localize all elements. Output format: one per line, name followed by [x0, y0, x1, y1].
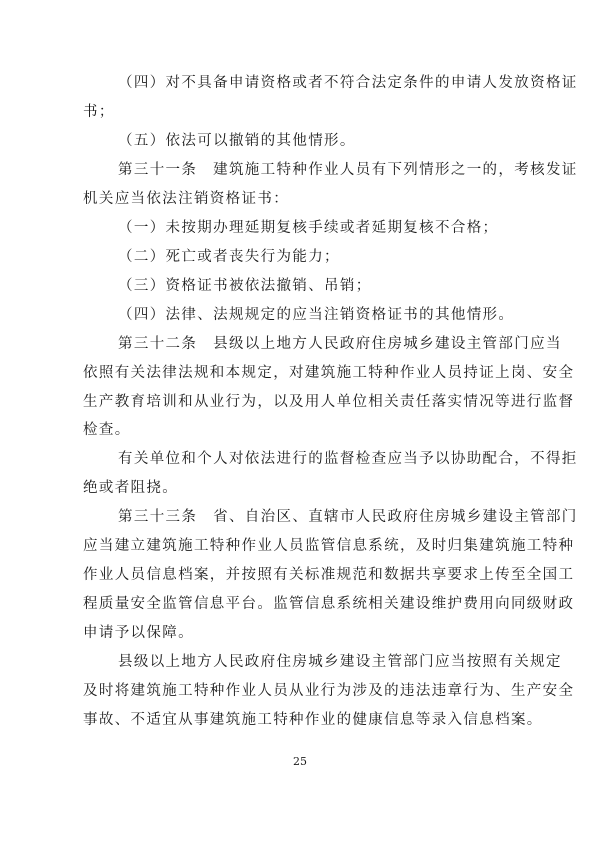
- article-heading-line: 第三十三条 省、自治区、直辖市人民政府住房城乡建设主管部门: [118, 509, 578, 526]
- article-heading-line: 第三十二条 县级以上地方人民政府住房城乡建设主管部门应当: [118, 335, 562, 352]
- paragraph-line: 及时将建筑施工特种作业人员从业行为涉及的违法违章行为、生产安全: [83, 683, 575, 700]
- paragraph-line: 事故、不适宜从事建筑施工特种作业的健康信息等录入信息档案。: [83, 712, 543, 728]
- page-number: 25: [293, 755, 307, 768]
- paragraph-line: （五）依法可以撤销的其他情形。: [118, 132, 356, 149]
- paragraph-line: 县级以上地方人民政府住房城乡建设主管部门应当按照有关规定: [118, 654, 562, 671]
- paragraph-line: （四）对不具备申请资格或者不符合法定条件的申请人发放资格证: [118, 75, 578, 91]
- paragraph-line: 检查。: [83, 422, 131, 439]
- list-item: （二）死亡或者丧失行为能力；: [118, 248, 340, 265]
- paragraph-line: 应当建立建筑施工特种作业人员监管信息系统，及时归集建筑施工特种: [83, 538, 575, 555]
- list-item: （四）法律、法规规定的应当注销资格证书的其他情形。: [118, 306, 515, 323]
- paragraph-line: 程质量安全监管信息平台。监管信息系统相关建设维护费用向同级财政: [83, 596, 575, 613]
- paragraph-line: 申请予以保障。: [83, 625, 194, 642]
- list-item: （三）资格证书被依法撤销、吊销；: [118, 277, 372, 294]
- paragraph-line: 依照有关法律法规和本规定，对建筑施工特种作业人员持证上岗、安全: [83, 364, 575, 381]
- paragraph-line: 书；: [83, 103, 115, 120]
- paragraph-line: 生产教育培训和从业行为，以及用人单位相关责任落实情况等进行监督: [83, 393, 575, 410]
- list-item: （一）未按期办理延期复核手续或者延期复核不合格；: [118, 219, 499, 236]
- paragraph-line: 有关单位和个人对依法进行的监督检查应当予以协助配合，不得拒: [118, 451, 578, 468]
- paragraph-line: 作业人员信息档案，并按照有关标准规范和数据共享要求上传至全国工: [83, 567, 575, 584]
- article-heading-line: 第三十一条 建筑施工特种作业人员有下列情形之一的，考核发证: [118, 161, 578, 178]
- paragraph-line: 机关应当依法注销资格证书：: [83, 190, 290, 207]
- paragraph-line: 绝或者阻挠。: [83, 480, 179, 497]
